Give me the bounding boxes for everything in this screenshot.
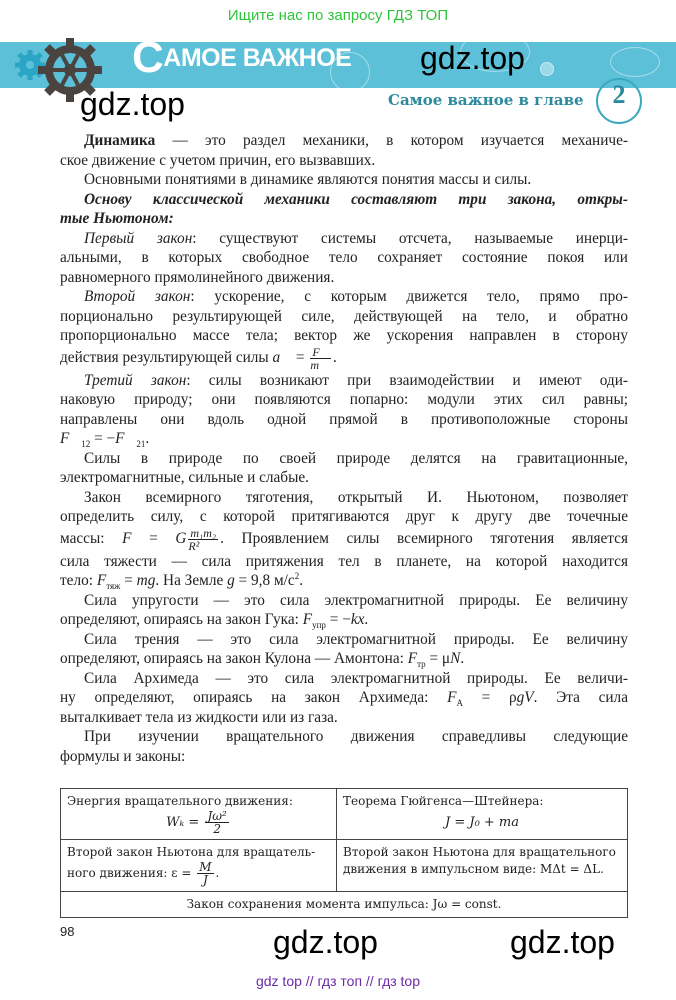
banner-decoration	[540, 62, 554, 76]
search-hint: Ищите нас по запросу ГДЗ ТОП	[227, 7, 449, 24]
paragraph	[60, 131, 628, 170]
text-line	[60, 429, 628, 449]
text-line	[60, 131, 628, 151]
numerator: Jω²	[207, 809, 227, 823]
cell-newton-second-rotational: Второй закон Ньютона для вращатель- ного движения: ε = $\frac{M}{J}$ .	[61, 840, 337, 892]
paragraph	[60, 727, 628, 766]
steiner-formula: J = J₀ + ma	[444, 815, 520, 830]
text: альными, в которых свободное тело сохраняет состояние покоя или	[60, 249, 628, 266]
paragraph	[60, 488, 628, 591]
text-line	[60, 449, 628, 469]
text-line	[60, 170, 628, 190]
watermark: gdz.top	[273, 924, 378, 960]
paragraph	[60, 449, 628, 488]
text: : ускорение, с которым движется тело, прямо про-	[190, 288, 628, 305]
text-line	[60, 488, 628, 508]
text: Силы в природе по своей природе делятся на гравитационные,	[84, 449, 628, 467]
cell-label: Теорема Гюйгенса—Штейнера:	[343, 794, 544, 808]
text-line	[60, 630, 628, 650]
paragraph	[60, 287, 628, 371]
fraction	[205, 810, 228, 835]
subscript: тр	[417, 659, 426, 670]
cell-label: движения в импульсном виде: MΔt = ΔL.	[343, 862, 604, 876]
italic-text: g	[227, 572, 235, 589]
text-line	[60, 190, 628, 210]
italic-text: G	[175, 529, 187, 547]
italic-text: F⃗	[115, 430, 137, 447]
paragraph	[60, 371, 628, 449]
footer-links: gdz top // гдз топ // гдз top	[255, 973, 421, 989]
text: . Эта сила	[533, 689, 628, 706]
text: =	[120, 572, 137, 589]
watermark: gdz.top	[80, 86, 185, 122]
text: : силы возникают при взаимодействии и имеют оди-	[186, 371, 628, 389]
text-line	[60, 209, 628, 229]
italic-text: F	[122, 529, 132, 547]
text: тело:	[60, 572, 97, 589]
rotation-formulas-table	[60, 788, 628, 918]
text: наковую природу; они появляются попарно: модули этих сил равны;	[60, 391, 628, 408]
banner-title-initial: С	[132, 33, 164, 82]
text-line	[60, 747, 628, 767]
subscript: 12	[81, 439, 91, 450]
text: равномерного прямолинейного движения.	[60, 268, 335, 286]
text-line	[60, 410, 628, 430]
text: порционально результирующей силе, действующей на тело, и обратно	[60, 307, 628, 325]
text: формулы и законы:	[60, 747, 186, 765]
banner-title-rest: АМОЕ ВАЖНОЕ	[163, 44, 352, 72]
subscript: тяж	[106, 581, 121, 592]
text: . На Земле	[155, 572, 228, 589]
text: .	[333, 348, 337, 366]
bold-italic-text: тые Ньютоном:	[60, 210, 174, 227]
text-line	[60, 248, 628, 268]
cell-label: ного движения:	[67, 866, 168, 880]
superscript: 2	[294, 570, 300, 581]
text-line	[60, 669, 628, 689]
cell-steiner-theorem	[337, 789, 628, 840]
paragraph	[60, 591, 628, 630]
numerator: F⃗	[312, 344, 330, 359]
text: .	[364, 611, 369, 628]
italic-text: a⃗	[272, 348, 293, 366]
subscript: 21	[136, 439, 146, 450]
chapter-subtitle: Самое важное в главе	[388, 91, 584, 109]
banner-decoration	[610, 47, 660, 77]
text-line	[60, 527, 628, 552]
paragraph	[60, 170, 628, 190]
banner-title	[132, 33, 351, 83]
denominator: 2	[213, 822, 221, 836]
italic-text: F	[447, 689, 457, 706]
italic-text: gV	[516, 689, 534, 706]
subscript: упр	[312, 620, 326, 631]
text-line	[60, 649, 628, 669]
text: При изучении вращательного движения справедливы следующие	[84, 728, 628, 745]
page-number: 98	[60, 924, 75, 939]
chapter-number-badge: 2	[596, 78, 642, 124]
text: = ρ	[462, 689, 517, 706]
text-line	[60, 326, 628, 346]
denominator: J	[202, 873, 208, 887]
text-line	[60, 610, 628, 630]
paragraph	[60, 669, 628, 728]
text-line	[60, 468, 628, 488]
italic-text: F	[96, 572, 107, 589]
text-line	[60, 390, 628, 410]
italic-text: Первый закон	[84, 229, 193, 247]
text-line	[60, 688, 628, 708]
text: Сила Архимеда — это сила электромагнитной природы. Ее величи-	[84, 669, 628, 687]
text: =	[292, 348, 309, 366]
text: . Проявлением силы всемирного тяготения является	[220, 529, 629, 547]
text-line	[60, 552, 628, 572]
cell-conservation-law: Закон сохранения момента импульса: Jω = const.	[61, 892, 628, 918]
text-line	[60, 371, 628, 391]
italic-text: F⃗	[60, 430, 82, 447]
italic-text: Второй закон	[84, 288, 191, 305]
text: = 9,8 м/с	[234, 572, 295, 589]
text-line	[60, 307, 628, 327]
bold-term: Динамика	[84, 132, 156, 149]
text: Сила упругости — это сила электромагнитной природы. Ее величину	[84, 591, 628, 609]
text-line	[60, 268, 628, 288]
text: ну определяют, опираясь на закон Архимеда:	[60, 689, 448, 706]
formula-lhs: Wₖ =	[166, 815, 200, 830]
fraction	[310, 346, 331, 371]
text: Сила трения — это сила электромагнитной природы. Ее величину	[84, 630, 628, 648]
text: Основными понятиями в динамике являются понятия массы и силы.	[84, 171, 532, 188]
text: = −	[325, 611, 351, 628]
text: массы:	[60, 529, 123, 547]
numerator: m₁m₂	[190, 525, 217, 540]
cell-label: Энергия вращательного движения:	[67, 794, 293, 808]
text: .	[145, 430, 150, 447]
text-line	[60, 708, 628, 728]
denominator: R²	[188, 538, 200, 553]
text-line	[60, 571, 628, 591]
cell-newton-impulse	[337, 840, 628, 892]
fraction	[197, 861, 213, 886]
text: .	[460, 650, 465, 667]
summary-text	[60, 131, 628, 766]
cell-label: Второй закон Ньютона для вращатель-	[67, 845, 316, 859]
text: = −	[90, 430, 116, 447]
paragraph	[60, 190, 628, 229]
text-line	[60, 507, 628, 527]
text: Закон всемирного тяготения, открытый И. Ньютоном, позволяет	[84, 488, 628, 506]
text-line	[60, 346, 628, 371]
cell-rotational-energy	[61, 789, 337, 840]
text: пропорционально массе тела; вектор же ускорения направлен в сторону	[60, 327, 628, 344]
italic-text: Третий закон	[84, 371, 187, 389]
text: направлены они вдоль одной прямой в противоположные стороны	[60, 410, 628, 428]
text: .	[299, 572, 304, 589]
italic-text: N	[450, 650, 461, 667]
paragraph	[60, 630, 628, 669]
fraction	[188, 527, 218, 552]
italic-text: F	[407, 650, 418, 667]
text-line	[60, 591, 628, 611]
paragraph	[60, 229, 628, 288]
text: электромагнитные, сильные и слабые.	[60, 469, 309, 486]
text: выталкивает тела из жидкости или из газа.	[60, 708, 338, 726]
text: =	[131, 529, 176, 547]
italic-text: mg	[136, 572, 156, 589]
text: действия результирующей силы	[60, 348, 273, 366]
text: ское движение с учетом причин, его вызвавших.	[60, 151, 376, 169]
text: определяют, опираясь на закон Гука:	[60, 611, 303, 628]
numerator: M	[199, 860, 212, 874]
text: — это раздел механики, в котором изучается механиче-	[155, 132, 628, 149]
text-line	[60, 727, 628, 747]
text-line	[60, 229, 628, 249]
text: = μ	[425, 650, 451, 667]
text-line	[60, 287, 628, 307]
text: сила тяжести — сила притяжения тел в планете, на которой находится	[60, 552, 628, 570]
energy-formula	[67, 810, 330, 835]
text: определяют, опираясь на закон Кулона — Амонтона:	[60, 650, 408, 667]
watermark: gdz.top	[420, 40, 525, 76]
text: определить силу, с которой притягиваются друг к другу две точечные	[60, 508, 628, 525]
text-line	[60, 151, 628, 171]
denominator: m	[310, 357, 320, 372]
formula-lhs: ε =	[171, 866, 192, 880]
italic-text: kx	[350, 611, 365, 628]
watermark: gdz.top	[510, 924, 615, 960]
subscript: A	[456, 698, 463, 709]
cell-label: Второй закон Ньютона для вращательного	[343, 845, 616, 859]
bold-italic-text: Основу классической механики составляют три закона, откры-	[84, 190, 628, 208]
text: : существуют системы отсчета, называемые инерци-	[192, 229, 628, 247]
italic-text: F	[302, 611, 313, 628]
